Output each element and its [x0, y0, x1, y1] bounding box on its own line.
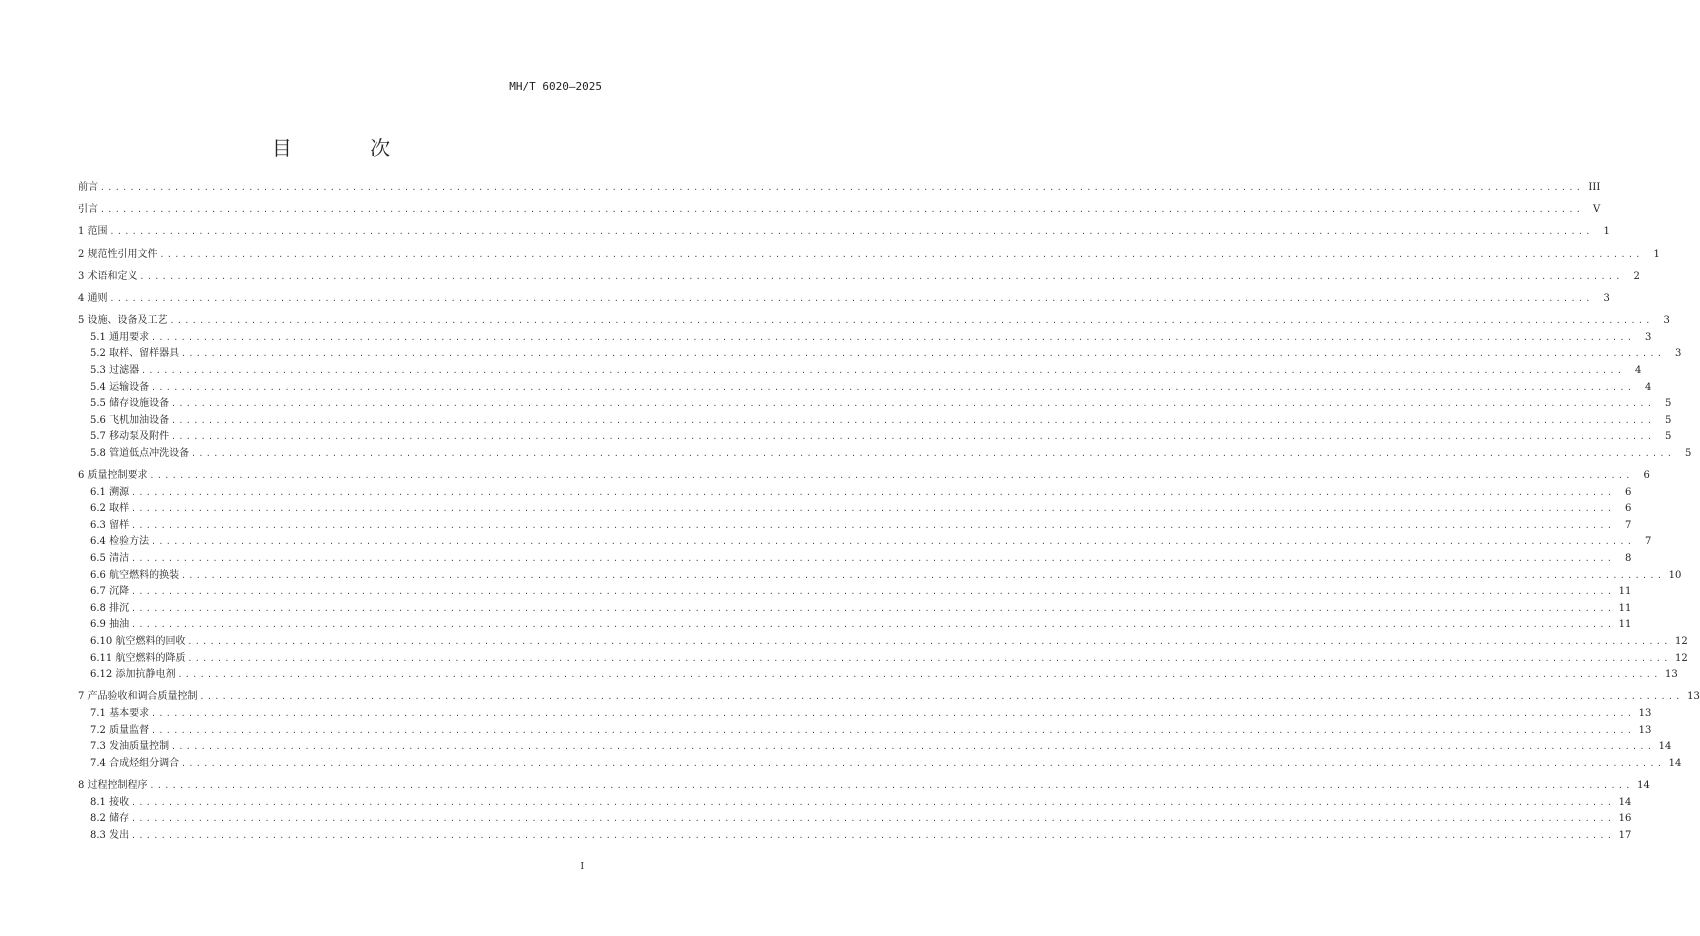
toc-leader-dots: ........................................................................................................................................................................................................ — [139, 271, 1623, 281]
toc-entry-label: 5 设施、设备及工艺 — [78, 315, 168, 327]
toc-entry-page: 4 — [1635, 364, 1642, 376]
toc-entry-label: 5.2 取样、留样器具 — [90, 348, 180, 360]
toc-entry-page: 11 — [1618, 602, 1632, 614]
toc-entry[interactable] — [78, 534, 1652, 551]
toc-entry[interactable] — [78, 689, 1700, 706]
toc-entry-page: 13 — [1638, 724, 1652, 736]
toc-leader-dots: ........................................................................................................................................................................................................ — [187, 637, 1671, 646]
toc-entry-page: 11 — [1618, 586, 1632, 598]
toc-leader-dots: ........................................................................................................................................................................................................ — [149, 471, 1633, 481]
toc-entry-label: 6.9 抽油 — [90, 619, 130, 631]
toc-entry-label: 1 范围 — [78, 226, 108, 238]
toc-entry-label: 6.7 沉降 — [90, 586, 130, 598]
toc-entry-label: 5.1 通用要求 — [90, 331, 150, 343]
toc-entry-label: 6.8 排沉 — [90, 602, 130, 614]
toc-leader-dots: ........................................................................................................................................................................................................ — [191, 448, 1675, 458]
toc-entry-label: 引言 — [78, 204, 98, 216]
toc-entry-label: 6.6 航空燃料的换装 — [90, 569, 180, 581]
toc-entry-page: 11 — [1618, 619, 1632, 631]
toc-leader-dots: ........................................................................................................................................................................................................ — [100, 183, 1584, 192]
toc-entry[interactable] — [78, 202, 1601, 219]
toc-entry[interactable] — [78, 330, 1652, 347]
toc-entry[interactable] — [78, 723, 1652, 740]
toc-entry-page: 13 — [1665, 669, 1678, 681]
toc-leader-dots: ........................................................................................................................................................................................................ — [131, 830, 1615, 840]
toc-entry-page: 14 — [1637, 779, 1650, 791]
toc-entry-label: 2 规范性引用文件 — [78, 248, 158, 260]
toc-leader-dots: ........................................................................................................................................................................................................ — [169, 316, 1653, 326]
toc-entry-label: 7.3 发油质量控制 — [90, 741, 170, 753]
toc-entry[interactable] — [78, 224, 1610, 241]
toc-entry-label: 7.1 基本要求 — [90, 707, 150, 719]
toc-leader-dots: ........................................................................................................................................................................................................ — [149, 780, 1633, 790]
toc-entry-page: V — [1593, 204, 1601, 216]
toc-entry-label: 7.4 合成烃组分调合 — [90, 757, 180, 769]
toc-entry[interactable] — [78, 446, 1692, 463]
toc-entry-page: 12 — [1675, 636, 1688, 647]
toc-entry-label: 8.2 储存 — [90, 813, 130, 825]
toc-leader-dots: ........................................................................................................................................................................................................ — [187, 653, 1671, 663]
toc-entry[interactable] — [78, 413, 1672, 430]
toc-leader-dots: ........................................................................................................................................................................................................ — [131, 487, 1615, 497]
toc-entry-page: 5 — [1665, 431, 1672, 443]
toc-leader-dots: ........................................................................................................................................................................................................ — [131, 620, 1615, 630]
toc-leader-dots: ........................................................................................................................................................................................................ — [171, 432, 1655, 442]
toc-entry-page: 5 — [1685, 447, 1692, 459]
toc-entry[interactable] — [78, 811, 1632, 828]
toc-entry[interactable] — [78, 380, 1652, 397]
toc-leader-dots: ........................................................................................................................................................................................................ — [131, 603, 1615, 613]
toc-entry-page: 12 — [1675, 652, 1688, 664]
toc-entry-label: 8.1 接收 — [90, 796, 130, 808]
toc-entry[interactable] — [78, 568, 1682, 585]
toc-entry[interactable] — [78, 795, 1632, 812]
toc-entry-label: 6.12 添加抗静电剂 — [90, 669, 176, 681]
toc-entry-label: 5.3 过滤器 — [90, 364, 140, 376]
toc-entry[interactable] — [78, 180, 1601, 197]
toc-entry-label: 7.2 质量监督 — [90, 724, 150, 736]
toc-entry[interactable] — [78, 429, 1672, 446]
toc-entry-page: 1 — [1653, 248, 1660, 260]
toc-entry-page: 16 — [1618, 813, 1632, 825]
toc-entry[interactable] — [78, 485, 1632, 502]
toc-entry-page: 14 — [1658, 741, 1672, 753]
toc-entry-page: 6 — [1643, 470, 1650, 482]
toc-entry-page: 14 — [1668, 757, 1682, 769]
toc-entry[interactable] — [78, 828, 1632, 845]
toc-entry-label: 8.3 发出 — [90, 829, 130, 841]
table-of-contents — [78, 180, 1700, 844]
toc-entry-page: 4 — [1645, 381, 1652, 393]
toc-entry[interactable] — [78, 667, 1678, 684]
toc-leader-dots: ........................................................................................................................................................................................................ — [109, 293, 1593, 303]
toc-entry-page: 3 — [1645, 331, 1652, 343]
toc-entry-page: 5 — [1665, 398, 1672, 410]
toc-entry-page: 6 — [1625, 503, 1632, 515]
toc-entry-page: 14 — [1618, 796, 1632, 808]
toc-entry-page: 8 — [1625, 553, 1632, 565]
toc-leader-dots: ........................................................................................................................................................................................................ — [151, 537, 1635, 547]
toc-leader-dots: ........................................................................................................................................................................................................ — [131, 587, 1615, 597]
toc-entry-label: 5.8 管道低点冲洗设备 — [90, 447, 190, 459]
toc-leader-dots: ........................................................................................................................................................................................................ — [141, 365, 1625, 375]
toc-entry-label: 6.10 航空燃料的回收 — [90, 636, 186, 647]
toc-entry-label: 6.1 溯源 — [90, 486, 130, 498]
toc-leader-dots: ........................................................................................................................................................................................................ — [131, 797, 1615, 807]
toc-leader-dots: ........................................................................................................................................................................................................ — [131, 814, 1615, 824]
toc-leader-dots: ........................................................................................................................................................................................................ — [171, 742, 1655, 752]
toc-entry-label: 5.5 储存设施设备 — [90, 398, 170, 410]
toc-leader-dots: ........................................................................................................................................................................................................ — [171, 399, 1655, 409]
toc-entry-label: 前言 — [78, 182, 98, 193]
toc-entry-page: III — [1588, 182, 1601, 193]
toc-leader-dots: ........................................................................................................................................................................................................ — [181, 758, 1665, 768]
toc-leader-dots: ........................................................................................................................................................................................................ — [100, 205, 1584, 215]
toc-entry[interactable] — [78, 313, 1670, 330]
toc-entry[interactable] — [78, 706, 1652, 723]
toc-leader-dots: ........................................................................................................................................................................................................ — [151, 332, 1635, 342]
toc-entry[interactable] — [78, 617, 1632, 634]
toc-entry-label: 6 质量控制要求 — [78, 470, 148, 482]
toc-entry-page: 10 — [1668, 569, 1682, 581]
toc-leader-dots: ........................................................................................................................................................................................................ — [109, 227, 1593, 237]
toc-leader-dots: ........................................................................................................................................................................................................ — [131, 520, 1615, 530]
toc-entry[interactable] — [78, 651, 1688, 668]
toc-entry-label: 6.5 清洁 — [90, 553, 130, 565]
toc-entry-label: 4 通则 — [78, 292, 108, 304]
toc-entry[interactable] — [78, 247, 1660, 264]
toc-entry-label: 6.2 取样 — [90, 503, 130, 515]
toc-entry[interactable] — [78, 584, 1632, 601]
toc-entry-page: 2 — [1633, 270, 1640, 282]
toc-entry-page: 13 — [1638, 707, 1652, 719]
toc-entry-page: 7 — [1645, 536, 1652, 548]
toc-entry-page: 1 — [1603, 226, 1610, 238]
toc-entry[interactable] — [78, 346, 1682, 363]
toc-entry-label: 3 术语和定义 — [78, 270, 138, 282]
toc-entry-label: 5.7 移动泵及附件 — [90, 431, 170, 443]
toc-entry[interactable] — [78, 634, 1688, 651]
toc-leader-dots: ........................................................................................................................................................................................................ — [159, 249, 1643, 259]
toc-entry-page: 5 — [1665, 414, 1672, 426]
toc-entry-page: 3 — [1675, 348, 1682, 360]
toc-leader-dots: ........................................................................................................................................................................................................ — [199, 692, 1683, 702]
toc-entry[interactable] — [78, 396, 1672, 413]
toc-entry[interactable] — [78, 363, 1642, 380]
toc-leader-dots: ........................................................................................................................................................................................................ — [171, 415, 1655, 425]
toc-entry[interactable] — [78, 501, 1632, 518]
toc-entry-label: 5.6 飞机加油设备 — [90, 414, 170, 426]
toc-leader-dots: ........................................................................................................................................................................................................ — [131, 504, 1615, 514]
toc-entry[interactable] — [78, 601, 1632, 618]
toc-leader-dots: ........................................................................................................................................................................................................ — [131, 554, 1615, 564]
toc-entry[interactable] — [78, 739, 1672, 756]
toc-leader-dots: ........................................................................................................................................................................................................ — [151, 725, 1635, 735]
toc-leader-dots: ........................................................................................................................................................................................................ — [151, 708, 1635, 718]
toc-entry-page: 7 — [1625, 519, 1632, 531]
toc-entry[interactable] — [78, 518, 1632, 535]
toc-entry-page: 3 — [1663, 315, 1670, 327]
toc-leader-dots: ........................................................................................................................................................................................................ — [181, 349, 1665, 359]
toc-entry-label: 5.4 运输设备 — [90, 381, 150, 393]
toc-entry[interactable] — [78, 291, 1610, 308]
toc-leader-dots: ........................................................................................................................................................................................................ — [181, 570, 1665, 580]
toc-entry-label: 6.3 留样 — [90, 519, 130, 531]
toc-entry[interactable] — [78, 778, 1650, 795]
toc-entry-label: 6.4 检验方法 — [90, 536, 150, 548]
toc-entry[interactable] — [78, 551, 1632, 568]
toc-entry[interactable] — [78, 269, 1640, 286]
toc-entry-page: 6 — [1625, 486, 1632, 498]
page-number: I — [580, 862, 584, 872]
toc-title: 目 次 — [271, 136, 427, 160]
toc-entry-label: 6.11 航空燃料的降质 — [90, 652, 186, 664]
document-code: MH/T 6020—2025 — [509, 80, 602, 93]
toc-entry-page: 17 — [1618, 829, 1632, 841]
toc-entry[interactable] — [78, 468, 1650, 485]
toc-leader-dots: ........................................................................................................................................................................................................ — [151, 382, 1635, 392]
toc-leader-dots: ........................................................................................................................................................................................................ — [177, 670, 1661, 680]
toc-entry-page: 3 — [1603, 292, 1610, 304]
toc-entry-page: 13 — [1687, 691, 1700, 703]
toc-entry[interactable] — [78, 756, 1682, 773]
toc-entry-label: 8 过程控制程序 — [78, 779, 148, 791]
toc-entry-label: 7 产品验收和调合质量控制 — [78, 691, 198, 703]
